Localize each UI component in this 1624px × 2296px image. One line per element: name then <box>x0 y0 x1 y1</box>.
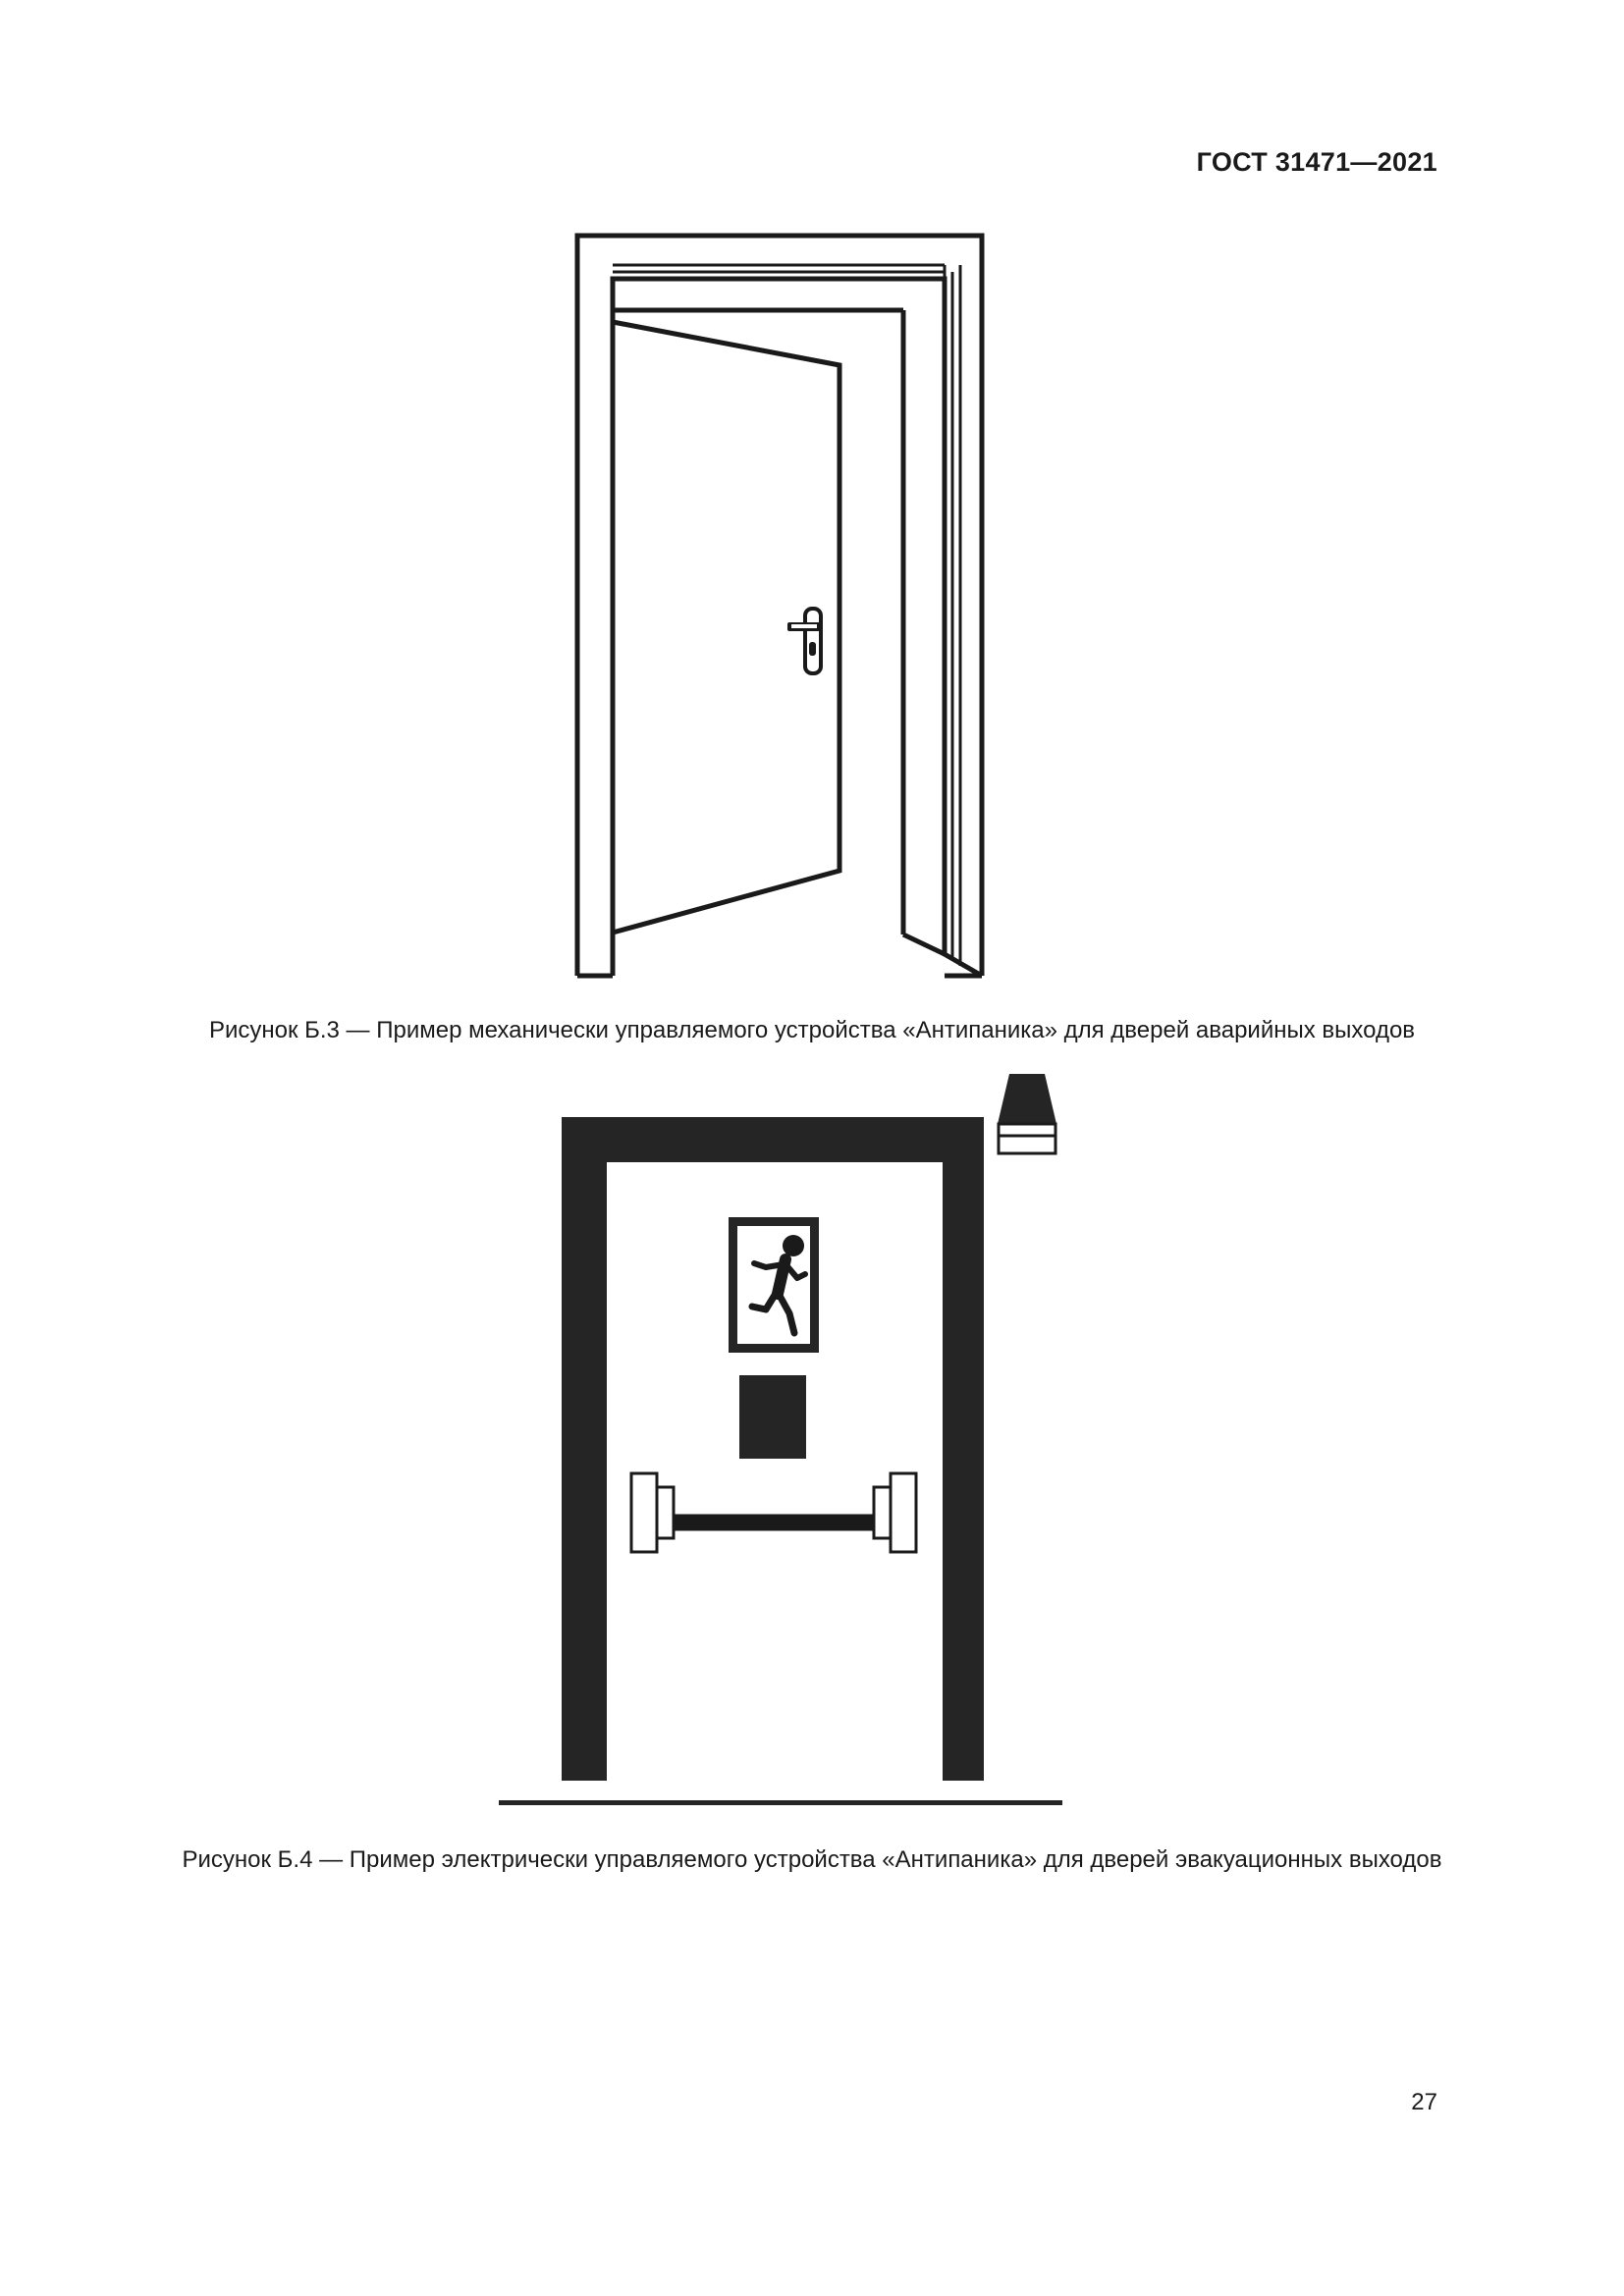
figure-b4-caption: Рисунок Б.4 — Пример электрически управляемого устройства «Антипаника» для дверей эвакуационных выходов <box>182 1846 1442 1873</box>
open-door-icon <box>569 228 992 984</box>
exit-door-icon <box>491 1068 1080 1814</box>
figure-b3-caption: Рисунок Б.3 — Пример механически управляемого устройства «Антипаника» для дверей аварийных выходов <box>208 1017 1416 1043</box>
standard-code: ГОСТ 31471—2021 <box>1196 147 1437 177</box>
figure-b3-open-door <box>569 228 992 984</box>
floor-line <box>499 1800 1062 1805</box>
door-frame-outer <box>577 236 982 976</box>
exit-sign-icon <box>729 1217 819 1353</box>
alarm-device-icon <box>998 1074 1056 1124</box>
panic-bar-icon <box>631 1473 916 1552</box>
lever-handle-icon <box>787 609 821 673</box>
figure-b4-exit-door <box>491 1068 1080 1814</box>
control-box <box>739 1375 806 1459</box>
page-number: 27 <box>1411 2089 1437 2115</box>
